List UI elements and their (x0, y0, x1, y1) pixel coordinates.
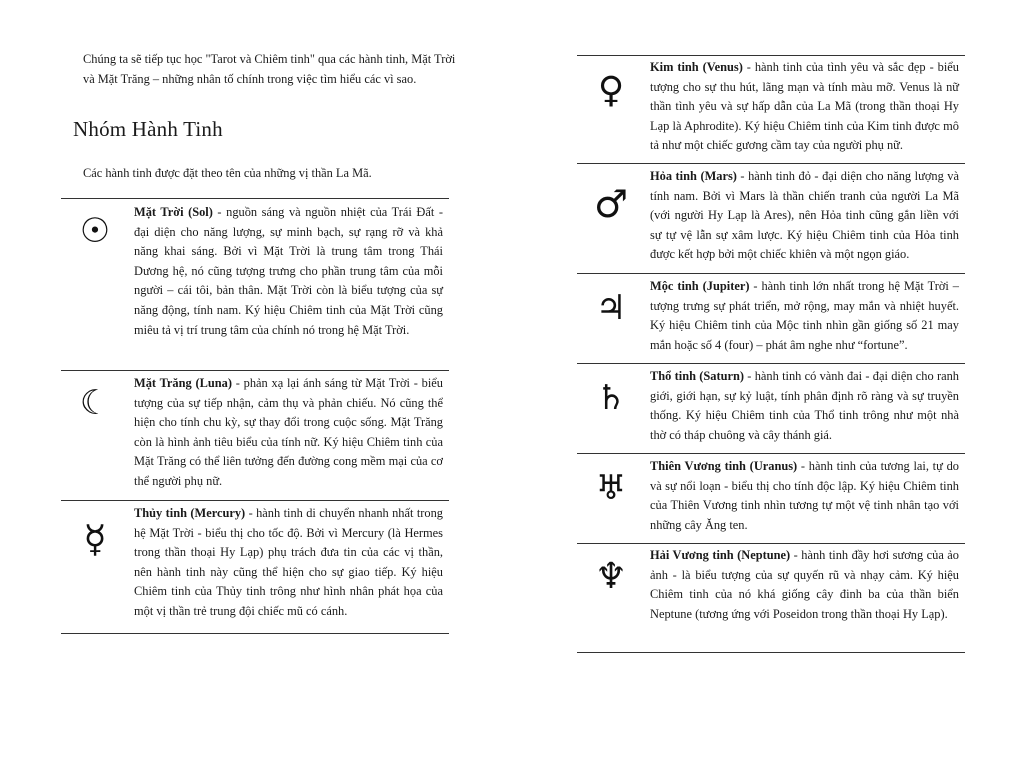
planet-name: Thủy tinh (Mercury) (134, 506, 246, 520)
planet-entry-venus (576, 56, 966, 162)
intro-paragraph: Chúng ta sẽ tiếp tục học "Tarot và Chiêm tinh" qua các hành tinh, Mặt Trời và Mặt Trăng – những nhân tố chính trong việc tìm hiểu các vì sao. (83, 52, 456, 86)
sun-symbol-icon: ☉ (79, 211, 111, 251)
planet-description (650, 58, 959, 156)
planet-name: Mộc tinh (Jupiter) (650, 279, 750, 293)
planet-name: Hải Vương tinh (Neptune) (650, 548, 791, 562)
planet-entry-moon (60, 371, 450, 499)
planet-description (650, 546, 959, 624)
planet-description (650, 367, 959, 445)
divider (577, 652, 965, 653)
mars-symbol-icon: ♂ (593, 182, 629, 226)
planet-text: - hành tinh di chuyển nhanh nhất trong hệ Mặt Trời - biểu thị cho tốc độ. Bởi vì Mercury (là Hermes trong thần thoại Hy Lạp) phụ trách đưa tin của các vị thần, nên hành tinh này cũng thể hiện cho sự giao tiếp. Ký hiệu Chiêm tinh của Thủy tinh trông như hình nhân phát họa của một vị thần trẻ trung đội chiếc mũ có cánh. (134, 506, 443, 618)
section-subtitle: Các hành tinh được đặt theo tên của những vị thần La Mã. (83, 166, 372, 180)
moon-symbol-icon: ☾ (79, 383, 111, 423)
planet-name: Thiên Vương tinh (Uranus) (650, 459, 798, 473)
planet-entry-jupiter (576, 274, 966, 362)
planet-text: - hành tinh của tình yêu và sắc đẹp - biểu tượng cho sự thu hút, lãng mạn và tính màu mỡ. Venus là nữ thần tình yêu và sự hấp dẫn của La Mã (trong thần thoại Hy Lạp là Aphrodite). Ký hiệu Chiêm tinh của Kim tinh được mô tả như một chiếc gương cầm tay của người phụ nữ. (650, 60, 959, 153)
jupiter-symbol-icon: ♃ (595, 288, 627, 328)
planet-description (650, 457, 959, 535)
planet-description (650, 277, 959, 355)
planet-text: - hành tinh đầy hơi sương của ảo ảnh - là biểu tượng của sự quyến rũ và nhạy cảm. Ký hiệu Chiêm tinh của nó khá giống cây đinh ba của thần biển Neptune (tương ứng với Poseidon trong thần thoại Hy Lạp). (650, 548, 959, 621)
neptune-symbol-icon: ♆ (594, 556, 628, 597)
planet-name: Thổ tinh (Saturn) (650, 369, 745, 383)
planet-description (650, 167, 959, 265)
planet-name: Hỏa tinh (Mars) (650, 169, 737, 183)
planet-name: Mặt Trăng (Luna) (134, 376, 232, 390)
planet-description (134, 504, 443, 622)
planet-entry-neptune (576, 544, 966, 650)
planet-text: - hành tinh lớn nhất trong hệ Mặt Trời – tượng trưng sự phát triển, mở rộng, may mắn và nhiệt huyết. Ký hiệu Chiêm tinh của Mộc tinh nhìn gần giống số 21 may mắn hoặc số 4 (four) – phát âm nghe như “fortune”. (650, 279, 960, 352)
planet-description (134, 374, 443, 492)
section-heading: Nhóm Hành Tinh (73, 117, 223, 141)
uranus-symbol-icon: ♅ (595, 468, 627, 508)
mercury-symbol-icon: ☿ (83, 517, 107, 561)
divider (61, 633, 449, 634)
planet-description (134, 203, 443, 340)
planet-text: - hành tinh đỏ - đại diện cho năng lượng và tính nam. Bởi vì Mars là thần chiến tranh của người La Mã (với người Hy Lạp là Ares), nên Hỏa tinh cũng gắn liền với sự tự vệ lẫn sự xâm lược. Ký hiệu Chiêm tinh của Hỏa tinh được kết hợp bởi một chiếc khiên và một ngọn giáo. (650, 169, 959, 262)
saturn-symbol-icon: ♄ (595, 378, 627, 418)
planet-text: - hành tinh của tương lai, tự do và sự nổi loạn - biểu thị cho tính độc lập. Ký hiệu Chiêm tinh của Thiên Vương tinh nhìn tương tự một vệ tinh nhân tạo với những cây Ăng ten. (650, 459, 959, 532)
venus-symbol-icon: ♀ (597, 70, 625, 111)
planet-entry-mars (576, 164, 966, 272)
planet-name: Kim tinh (Venus) (650, 60, 743, 74)
planet-entry-mercury (60, 501, 450, 631)
planet-text: - phản xạ lại ánh sáng từ Mặt Trời - biểu tượng của sự tiếp nhận, cảm thụ và phản chiếu. Nó cũng thể hiện cho tính chu kỳ, sự thay đổi trong cuộc sống. Mặt Trăng còn là hình ảnh tiêu biểu của tính nữ. Ký hiệu Chiêm tinh của Mặt Trăng có thể liên tưởng đến đường cong mềm mại của cơ thể người phụ nữ. (134, 376, 443, 488)
planet-text: - nguồn sáng và nguồn nhiệt của Trái Đất - đại diện cho năng lượng, sự minh bạch, sự rạng rỡ và khả năng khai sáng. Bởi vì Mặt Trời là trung tâm trong Thái Dương hệ, nó cũng tượng trưng cho phần trung tâm của mỗi người – cái tôi, bản thân. Mặt Trời còn là biểu tượng của sự năng động, tính nam. Ký hiệu Chiêm tinh của Mặt Trời cũng miêu tả vị trí trung tâm của chính nó trong hệ Mặt Trời. (134, 205, 443, 337)
planet-entry-saturn (576, 364, 966, 452)
planet-entry-sun (60, 199, 450, 369)
planet-text: - hành tinh có vành đai - đại diện cho ranh giới, giới hạn, sự kỷ luật, tính phân định rõ ràng và sự truyền thống. Ký hiệu Chiêm tinh của Thổ tinh trông như một nhà thờ có tháp chuông và cây thánh giá. (650, 369, 959, 442)
planet-name: Mặt Trời (Sol) (134, 205, 213, 219)
planet-entry-uranus (576, 454, 966, 542)
